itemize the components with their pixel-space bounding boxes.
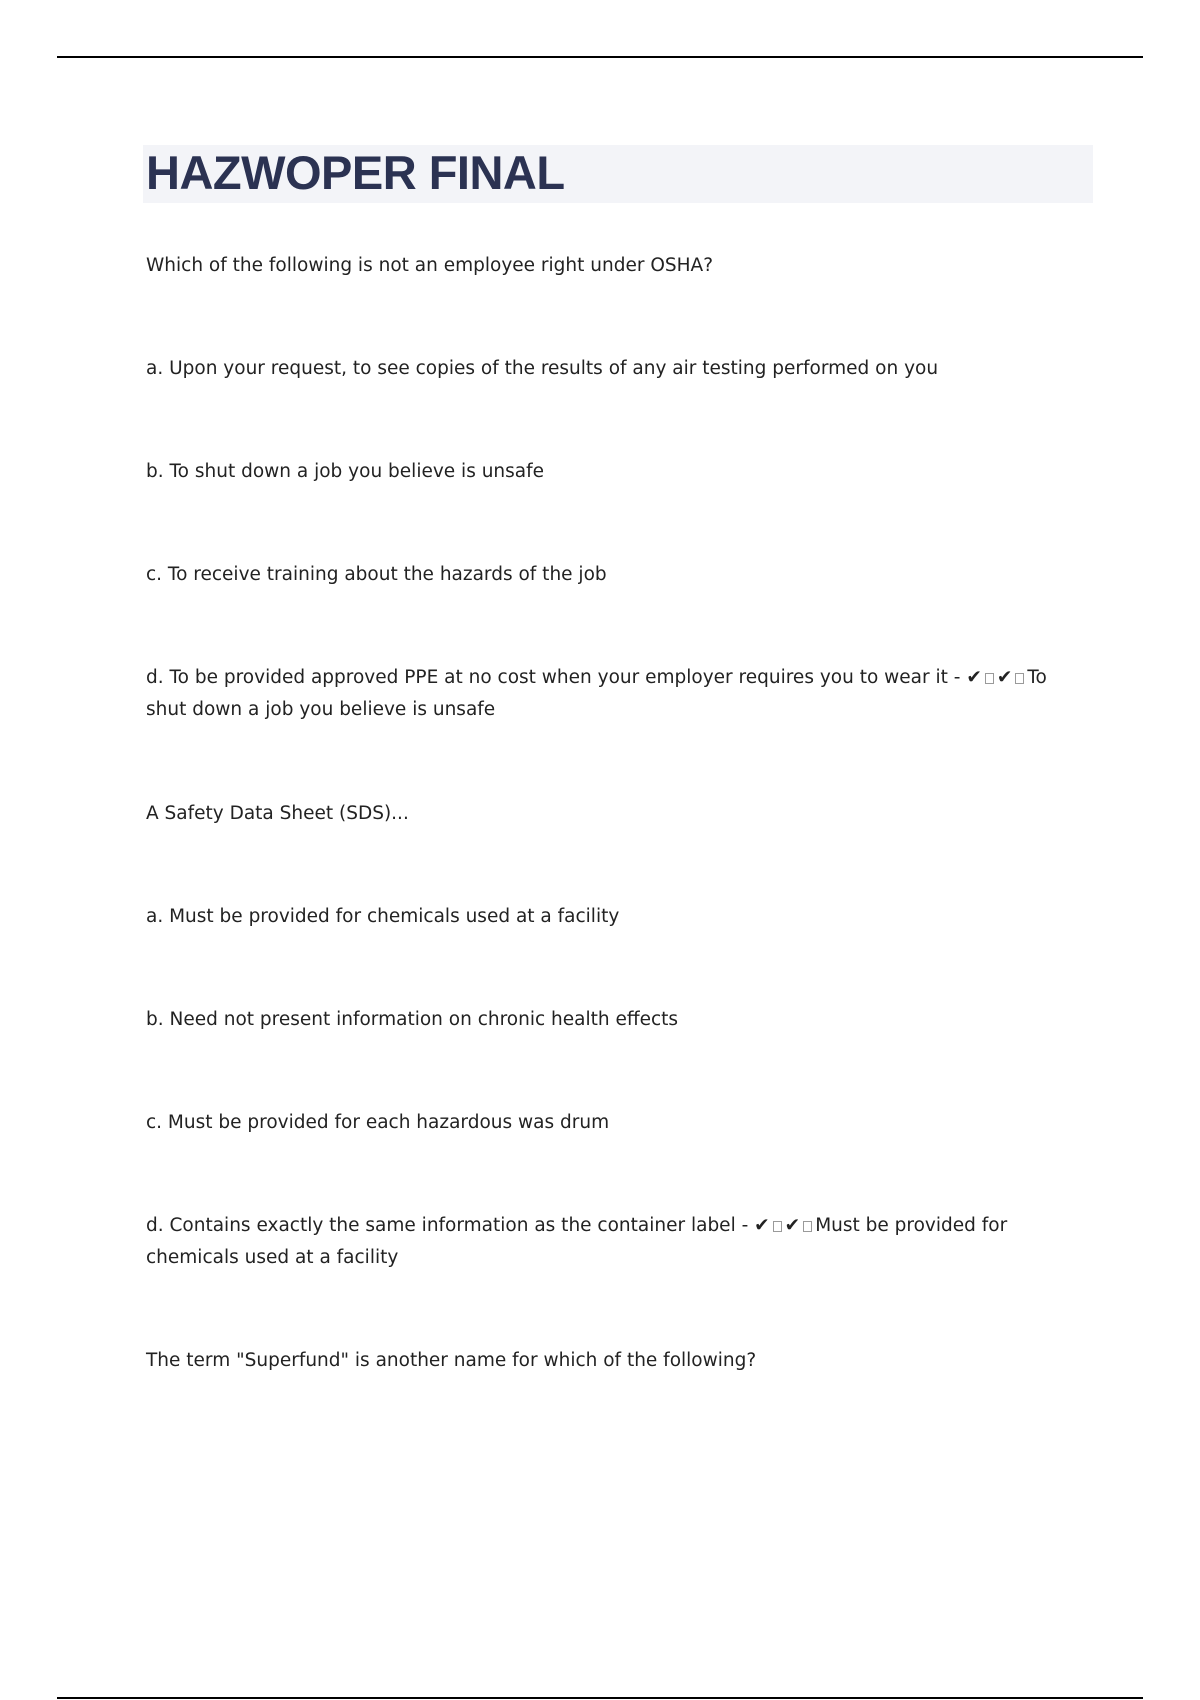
top-rule	[57, 56, 1143, 58]
question-2-option-d-with-answer	[146, 1210, 1076, 1274]
option-d-text: d. To be provided approved PPE at no cost when your employer requires you to wear it -	[146, 667, 967, 688]
check-mark-icon: ✔	[784, 1215, 801, 1236]
option-d-text: d. Contains exactly the same information as the container label -	[146, 1215, 755, 1236]
missing-glyph-box-icon	[773, 1221, 782, 1232]
question-2-option-c: c. Must be provided for each hazardous was drum	[146, 1112, 610, 1133]
check-mark-icon: ✔	[966, 667, 982, 688]
question-2-option-a: a. Must be provided for chemicals used at a facility	[146, 906, 620, 927]
check-mark-icon: ✔	[996, 667, 1013, 688]
document-title: HAZWOPER FINAL	[146, 146, 565, 199]
check-mark-icon: ✔	[754, 1215, 770, 1236]
answer-text-tail: shut down a job you believe is unsafe	[146, 699, 496, 720]
answer-text-head: To	[1027, 667, 1047, 688]
bottom-rule	[57, 1697, 1143, 1699]
answer-text-tail: chemicals used at a facility	[146, 1247, 399, 1268]
question-3: The term "Superfund" is another name for which of the following?	[146, 1350, 757, 1371]
question-1: Which of the following is not an employee right under OSHA?	[146, 255, 714, 276]
answer-text-head: Must be provided for	[815, 1215, 1008, 1236]
missing-glyph-box-icon	[1015, 673, 1024, 684]
question-1-option-d-with-answer	[146, 662, 1076, 726]
question-2-option-b: b. Need not present information on chronic health effects	[146, 1009, 679, 1030]
missing-glyph-box-icon	[985, 673, 994, 684]
question-1-option-c: c. To receive training about the hazards of the job	[146, 564, 607, 585]
missing-glyph-box-icon	[803, 1221, 812, 1232]
question-2: A Safety Data Sheet (SDS)...	[146, 803, 409, 824]
question-1-option-b: b. To shut down a job you believe is unsafe	[146, 461, 545, 482]
question-1-option-a: a. Upon your request, to see copies of the results of any air testing performed on you	[146, 358, 939, 379]
